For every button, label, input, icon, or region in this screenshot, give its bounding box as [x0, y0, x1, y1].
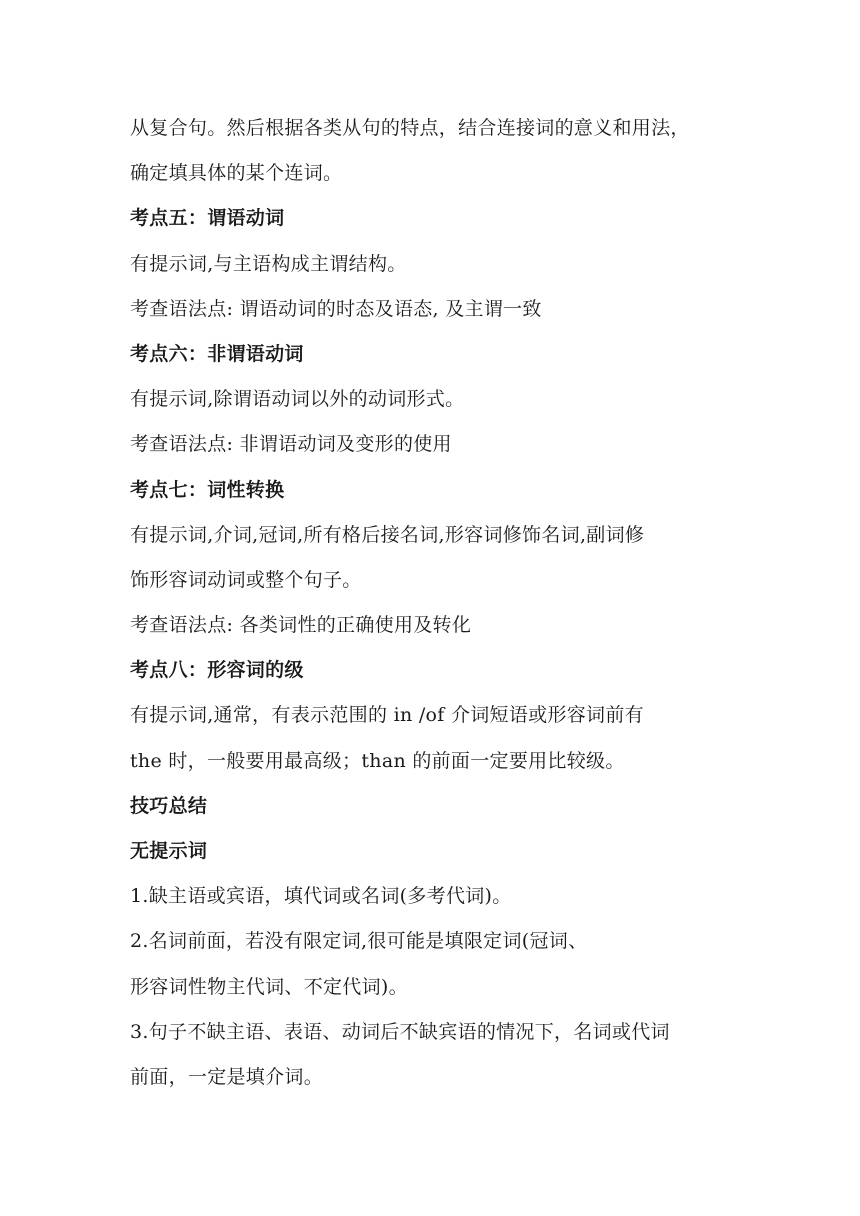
- paragraph-line: 有提示词,除谓语动词以外的动词形式。: [130, 388, 465, 411]
- document-body: [130, 106, 740, 1100]
- paragraph-line: 考查语法点: 各类词性的正确使用及转化: [130, 614, 472, 637]
- paragraph-line: 有提示词,与主语构成主谓结构。: [130, 252, 407, 275]
- list-item-continuation: 前面，一定是填介词。: [130, 1065, 324, 1088]
- paragraph-line: the 时，一般要用最高级；than 的前面一定要用比较级。: [130, 749, 625, 772]
- section-heading: 技巧总结: [130, 794, 208, 817]
- paragraph-line: 确定填具体的某个连词。: [130, 162, 343, 185]
- section-heading: 考点七：词性转换: [130, 478, 285, 501]
- paragraph-line: 从复合句。然后根据各类从句的特点，结合连接词的意义和用法，: [130, 117, 690, 139]
- paragraph-line: 有提示词,通常，有表示范围的 in /of 介词短语或形容词前有: [130, 704, 644, 727]
- subsection-heading: 无提示词: [130, 840, 208, 862]
- paragraph-line: 饰形容词动词或整个句子。: [130, 568, 362, 591]
- list-item-continuation: 形容词性物主代词、不定代词)。: [130, 975, 408, 998]
- paragraph-line: 考查语法点: 非谓语动词及变形的使用: [130, 433, 452, 456]
- list-item: 3.句子不缺主语、表语、动词后不缺宾语的情况下，名词或代词: [130, 1020, 670, 1043]
- section-heading: 考点八：形容词的级: [130, 659, 304, 682]
- list-item: 2.名词前面，若没有限定词,很可能是填限定词(冠词、: [130, 930, 588, 953]
- section-heading: 考点六：非谓语动词: [130, 342, 304, 365]
- section-heading: 考点五：谓语动词: [130, 207, 285, 230]
- list-item: 1.缺主语或宾语，填代词或名词(多考代词)。: [130, 885, 512, 908]
- paragraph-line: 考查语法点: 谓语动词的时态及语态, 及主谓一致: [130, 297, 542, 320]
- paragraph-line: 有提示词,介词,冠词,所有格后接名词,形容词修饰名词,副词修: [130, 523, 645, 546]
